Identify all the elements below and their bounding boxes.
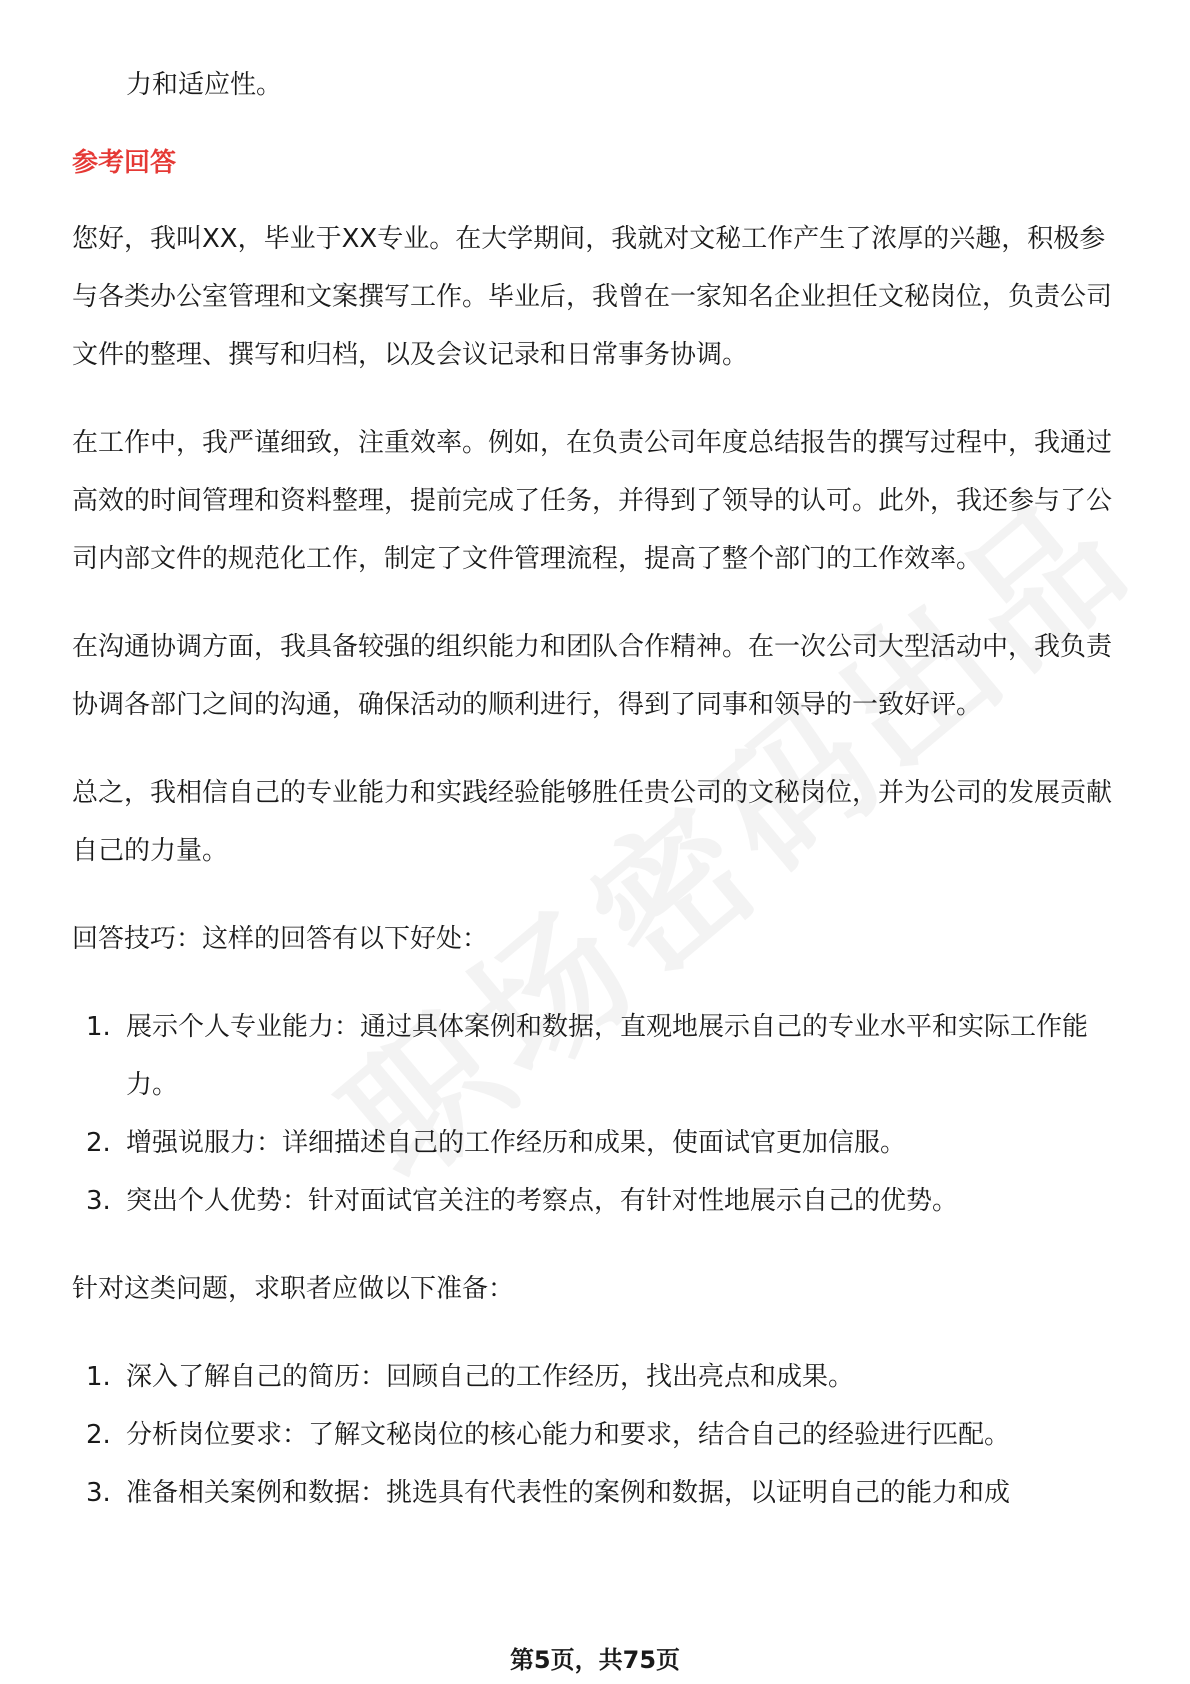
list-number: 1. xyxy=(86,1012,111,1042)
list-number: 3. xyxy=(86,1478,111,1508)
continuation-text: 力和适应性。 xyxy=(126,70,283,100)
list-item xyxy=(72,1464,1118,1522)
answer-paragraph-1: 您好，我叫XX，毕业于XX专业。在大学期间，我就对文秘工作产生了浓厚的兴趣，积极参与各类办公室管理和文案撰写工作。毕业后，我曾在一家知名企业担任文秘岗位，负责公司文件的整理、撰写和归档，以及会议记录和日常事务协调。 xyxy=(72,224,1113,370)
list-item xyxy=(72,1172,1118,1230)
page-content xyxy=(72,56,1118,1552)
list-item xyxy=(72,1348,1118,1406)
tips-list xyxy=(72,998,1118,1230)
list-text: 增强说服力：详细描述自己的工作经历和成果，使面试官更加信服。 xyxy=(126,1128,907,1158)
section-heading: 参考回答 xyxy=(72,148,177,178)
list-number: 2. xyxy=(86,1128,111,1158)
prep-list xyxy=(72,1348,1118,1522)
list-text: 突出个人优势：针对面试官关注的考察点，有针对性地展示自己的优势。 xyxy=(126,1186,959,1216)
list-text: 分析岗位要求：了解文秘岗位的核心能力和要求，结合自己的经验进行匹配。 xyxy=(126,1420,1011,1450)
answer-paragraph-2: 在工作中，我严谨细致，注重效率。例如，在负责公司年度总结报告的撰写过程中，我通过高效的时间管理和资料整理，提前完成了任务，并得到了领导的认可。此外，我还参与了公司内部文件的规范化工作，制定了文件管理流程，提高了整个部门的工作效率。 xyxy=(72,428,1113,574)
answer-paragraph-4: 总之，我相信自己的专业能力和实践经验能够胜任贵公司的文秘岗位，并为公司的发展贡献自己的力量。 xyxy=(72,778,1113,866)
list-text: 展示个人专业能力：通过具体案例和数据，直观地展示自己的专业水平和实际工作能力。 xyxy=(126,1012,1089,1100)
list-number: 1. xyxy=(86,1362,111,1392)
list-item xyxy=(72,998,1118,1114)
list-text: 准备相关案例和数据：挑选具有代表性的案例和数据，以证明自己的能力和成 xyxy=(126,1478,1011,1508)
list-item xyxy=(72,1114,1118,1172)
list-item xyxy=(72,1406,1118,1464)
prep-intro: 针对这类问题，求职者应做以下准备： xyxy=(72,1274,515,1304)
answer-paragraph-3: 在沟通协调方面，我具备较强的组织能力和团队合作精神。在一次公司大型活动中，我负责协调各部门之间的沟通，确保活动的顺利进行，得到了同事和领导的一致好评。 xyxy=(72,632,1113,720)
list-number: 2. xyxy=(86,1420,111,1450)
page-footer: 第5页，共75页 xyxy=(509,1646,681,1674)
tips-intro: 回答技巧：这样的回答有以下好处： xyxy=(72,924,489,954)
list-text: 深入了解自己的简历：回顾自己的工作经历，找出亮点和成果。 xyxy=(126,1362,855,1392)
list-number: 3. xyxy=(86,1186,111,1216)
